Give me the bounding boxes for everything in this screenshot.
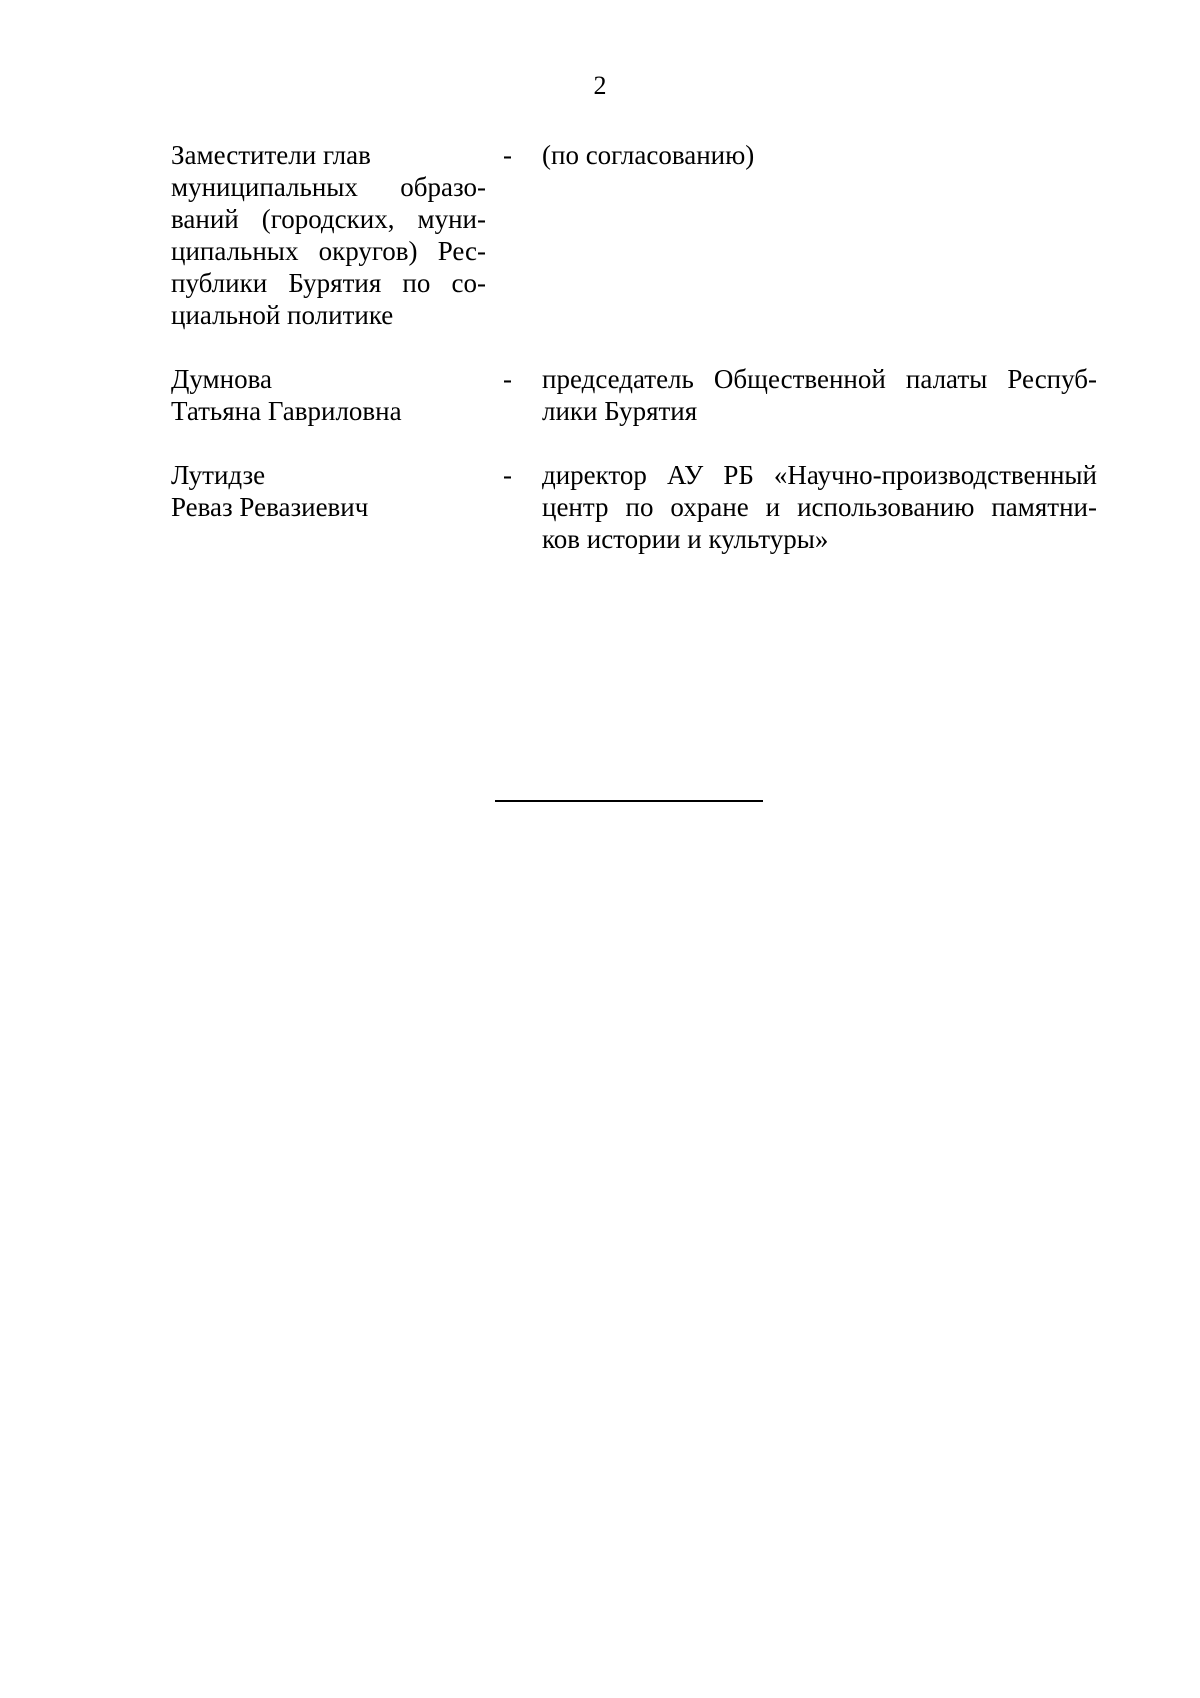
member-name-line: ваний (городских, муни- (171, 204, 486, 234)
member-entry-deputies (171, 139, 1097, 331)
member-role (542, 363, 1097, 427)
member-entry-lutidze (171, 459, 1097, 555)
member-entry-dumnova (171, 363, 1097, 427)
member-name-line: Лутидзе (171, 460, 266, 490)
member-name-line: Думнова (171, 364, 272, 394)
member-name-line: муниципальных образо- (171, 172, 486, 202)
page-number: 2 (593, 71, 607, 100)
member-dash: - (503, 364, 512, 394)
member-name-line: публики Бурятия по со- (171, 268, 486, 298)
member-name (171, 139, 486, 331)
member-dash: - (503, 140, 512, 170)
member-role (542, 459, 1097, 555)
members-list (171, 139, 1097, 555)
member-name-line: циальной политике (171, 300, 394, 330)
member-dash: - (503, 460, 512, 490)
member-role-line: ков истории и культуры» (542, 524, 829, 554)
member-role-line: лики Бурятия (542, 396, 698, 426)
member-role-line: директор АУ РБ «Научно-производственный (542, 460, 1097, 490)
member-role-line: центр по охране и использованию памятни- (542, 492, 1097, 522)
member-role-line: председатель Общественной палаты Респуб- (542, 364, 1097, 394)
member-role (542, 139, 1097, 171)
member-name (171, 363, 486, 427)
member-role-line: (по согласованию) (542, 140, 755, 170)
member-name (171, 459, 486, 523)
member-name-line: Реваз Ревазиевич (171, 492, 369, 522)
member-name-line: ципальных округов) Рес- (171, 236, 486, 266)
member-name-line: Татьяна Гавриловна (171, 396, 402, 426)
end-separator-line (495, 800, 763, 802)
member-name-line: Заместители глав (171, 140, 371, 170)
